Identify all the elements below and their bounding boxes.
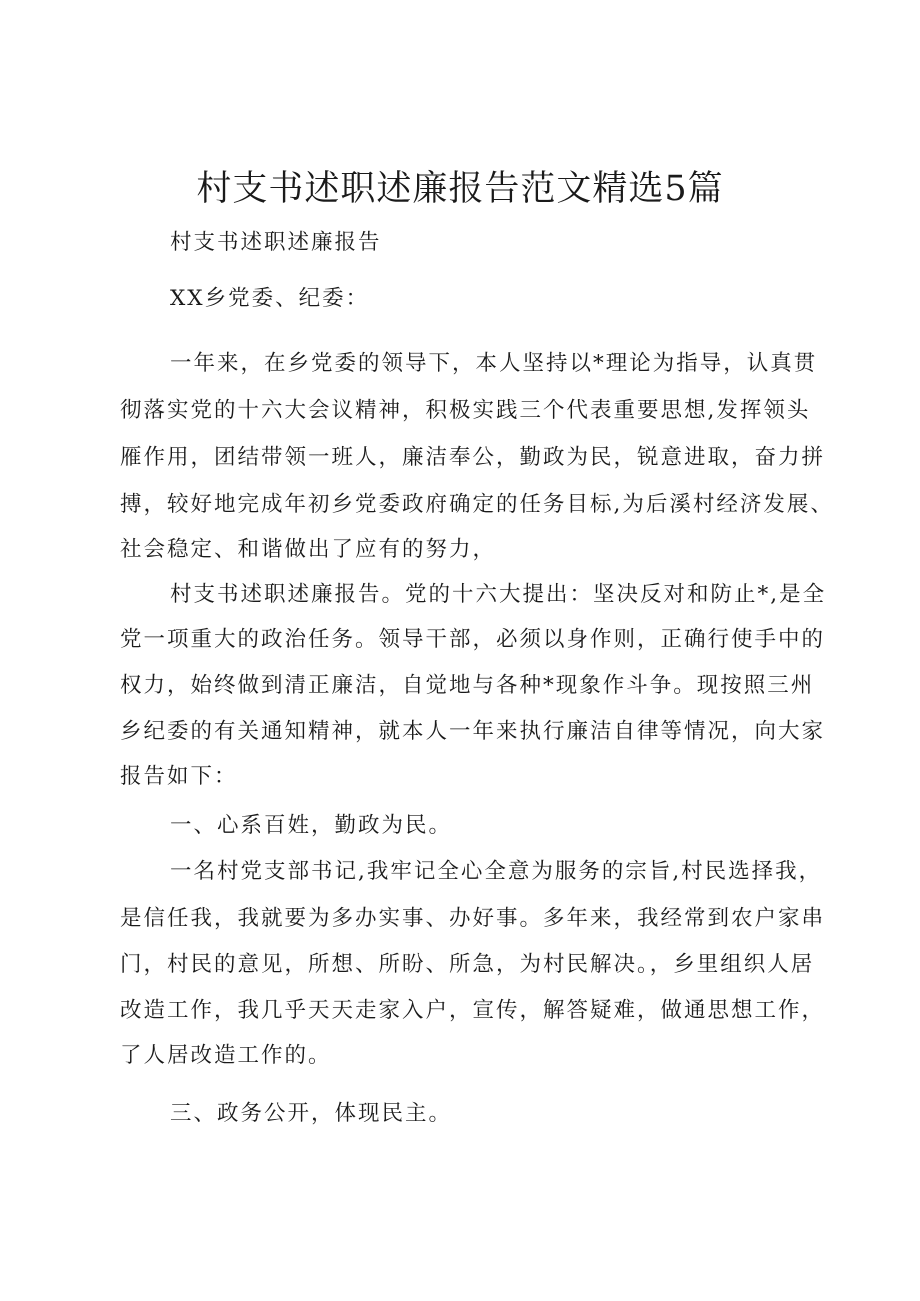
- paragraph-line: 彻落实党的十六大会议精神，积极实践三个代表重要思想,发挥领头: [120, 398, 811, 423]
- paragraph-line: 报告如下：: [120, 764, 238, 789]
- document-title: 村支书述职述廉报告范文精选5篇: [196, 169, 724, 209]
- paragraph-line: 改造工作，我几乎天天走家入户，宣传，解答疑难，做通思想工作，: [120, 998, 826, 1023]
- paragraph-line: 是信任我，我就要为多办实事、办好事。多年来，我经常到农户家串: [120, 906, 826, 931]
- paragraph-line: 村支书述职述廉报告。党的十六大提出：坚决反对和防止*,是全: [170, 582, 827, 607]
- section-heading: 一、心系百姓，勤政为民。: [170, 813, 453, 838]
- paragraph-line: 门，村民的意见，所想、所盼、所急，为村民解决。，乡里组织人居: [120, 952, 815, 977]
- document-subtitle: 村支书述职述廉报告: [170, 230, 382, 255]
- paragraph-line: 党一项重大的政治任务。领导干部，必须以身作则，正确行使手中的: [120, 627, 826, 652]
- paragraph-line: 一名村党支部书记,我牢记全心全意为服务的宗旨,村民选择我，: [170, 859, 823, 884]
- paragraph-line: 搏，较好地完成年初乡党委政府确定的任务目标,为后溪村经济发展、: [120, 492, 834, 517]
- paragraph-line: 雁作用，团结带领一班人，廉洁奉公，勤政为民，锐意进取，奋力拼: [120, 445, 826, 470]
- salutation: XX乡党委、纪委：: [170, 286, 370, 311]
- paragraph-line: 权力，始终做到清正廉洁，自觉地与各种*现象作斗争。现按照三州: [120, 673, 815, 698]
- section-heading: 三、政务公开，体现民主。: [170, 1101, 453, 1126]
- paragraph-line: 社会稳定、和谐做出了应有的努力，: [120, 537, 497, 562]
- paragraph-line: 乡纪委的有关通知精神，就本人一年来执行廉洁自律等情况，向大家: [120, 719, 826, 744]
- paragraph-line: 了人居改造工作的。: [120, 1043, 332, 1068]
- paragraph-line: 一年来，在乡党委的领导下，本人坚持以*理论为指导，认真贯: [170, 351, 818, 376]
